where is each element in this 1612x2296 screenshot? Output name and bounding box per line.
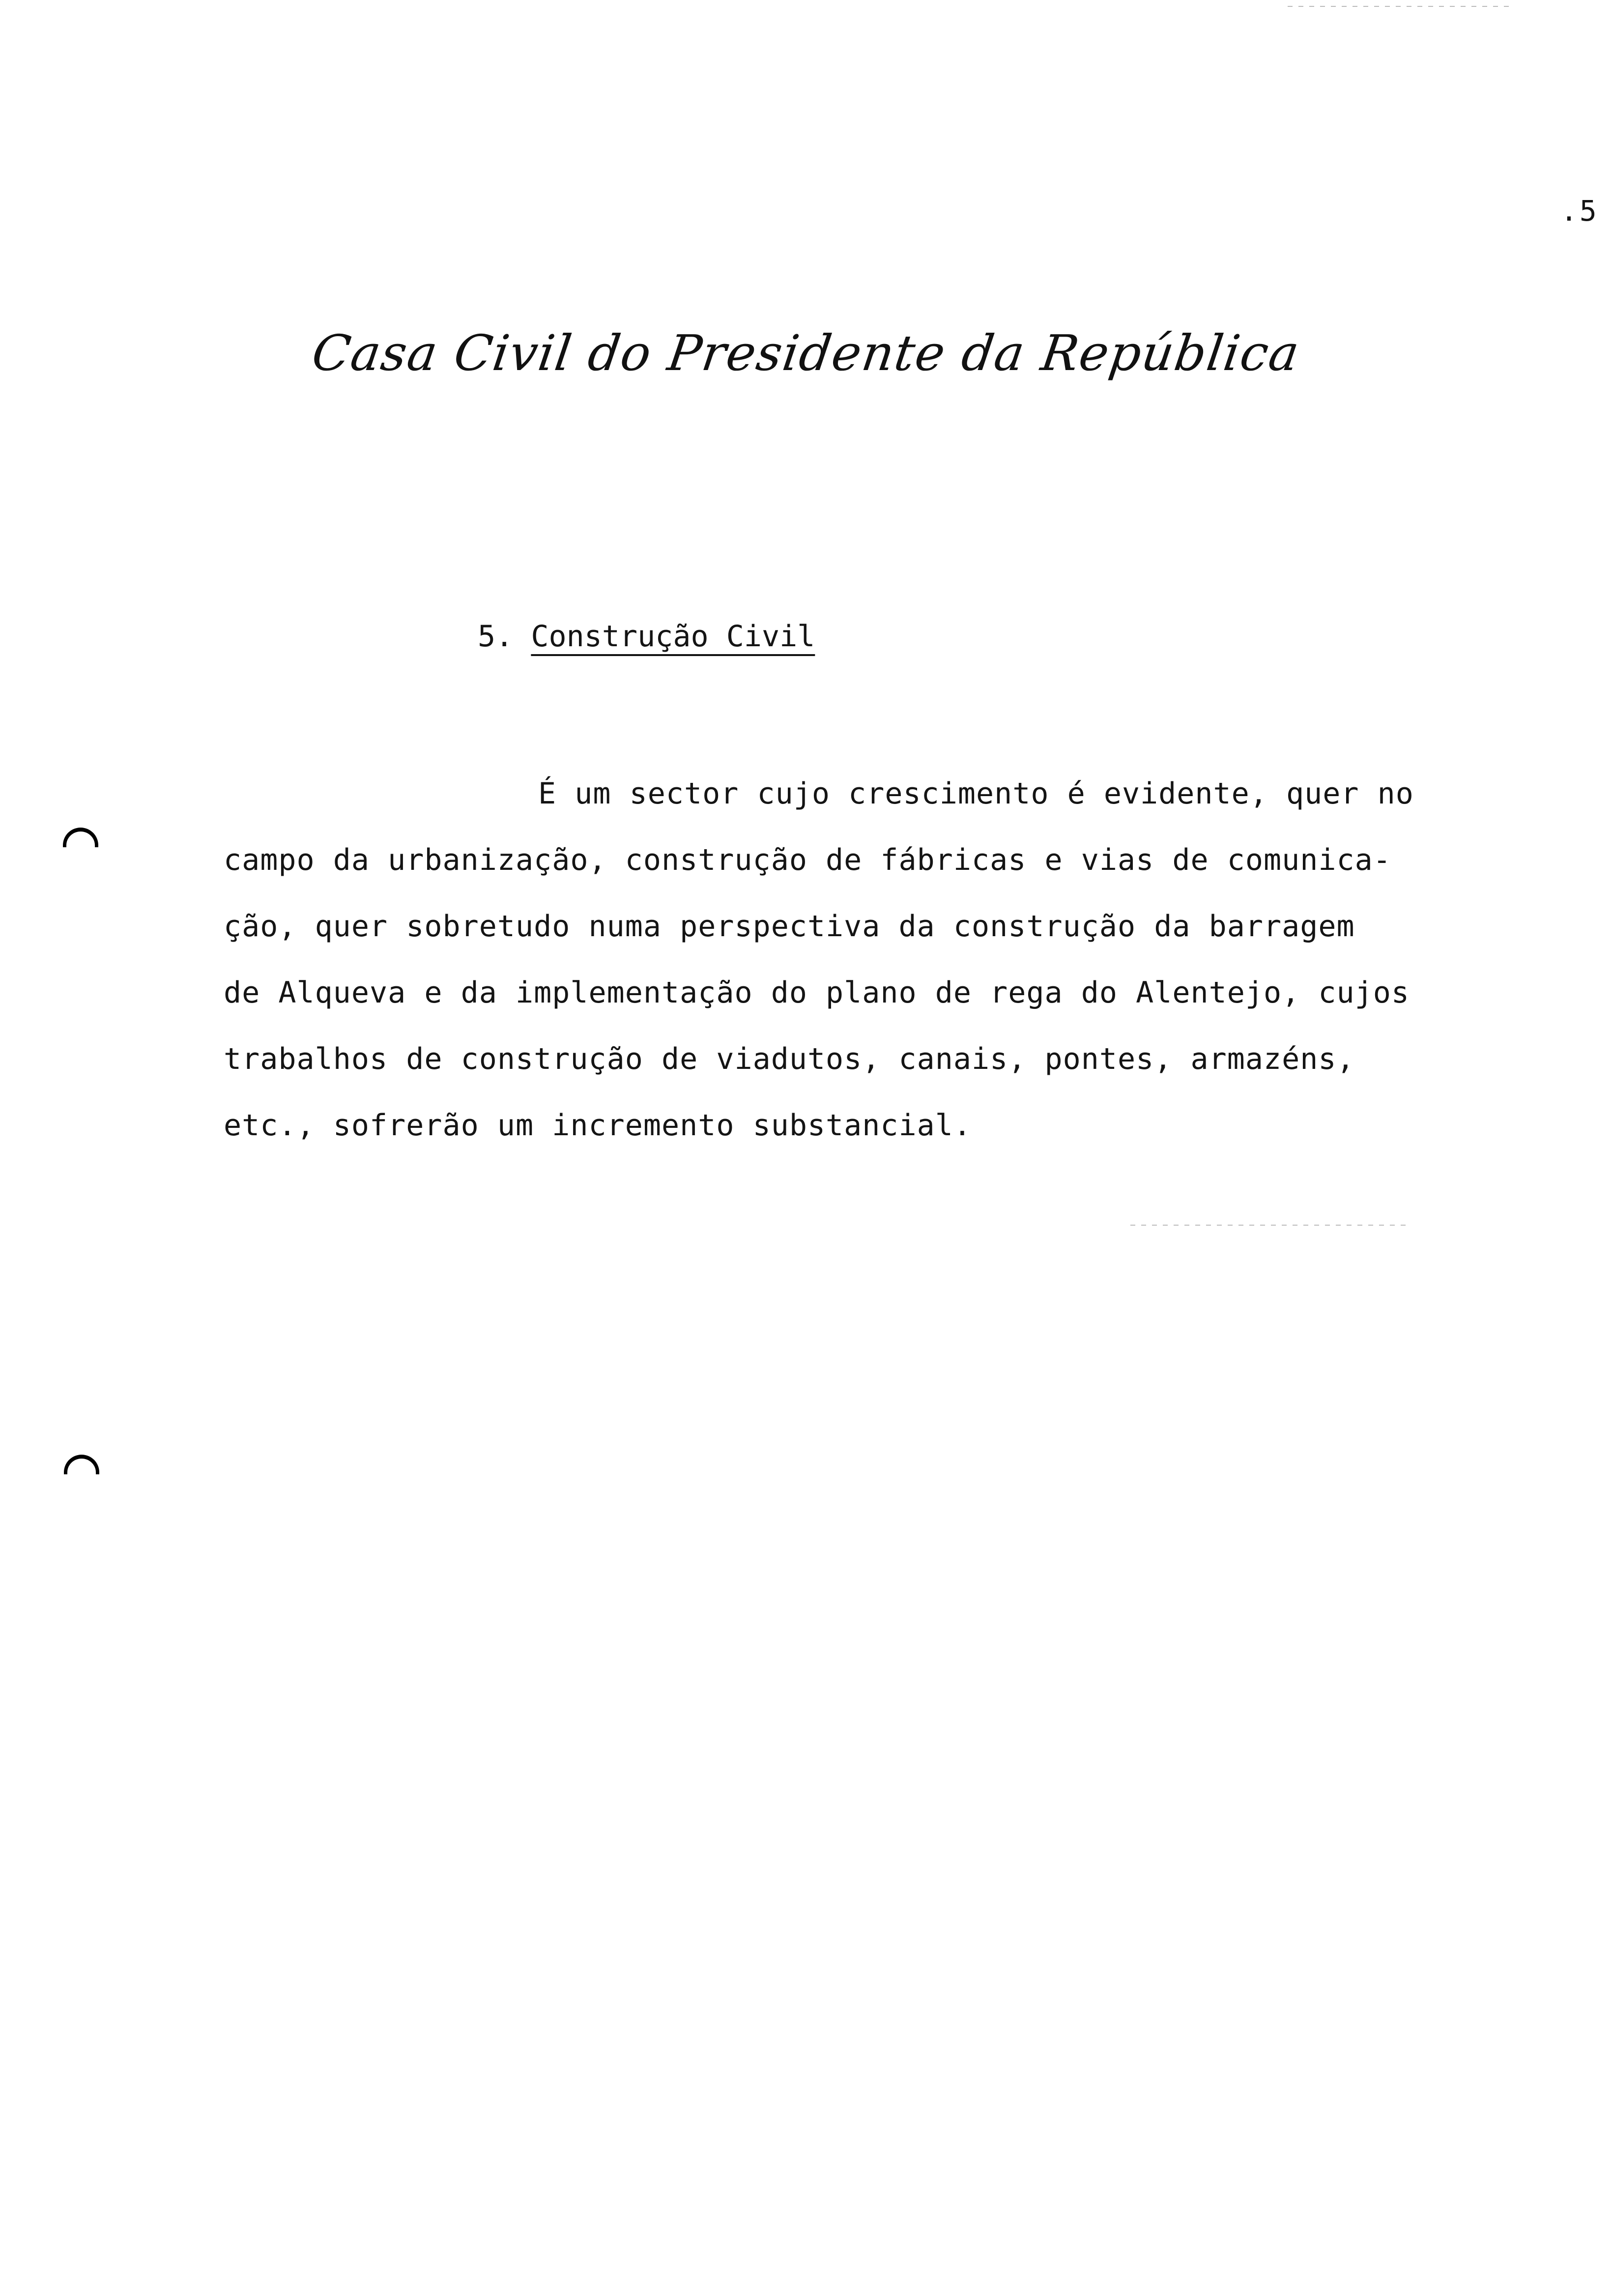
letterhead: Casa Civil do Presidente da República — [308, 324, 1304, 382]
punch-hole-mark — [64, 1455, 99, 1474]
scan-artifact — [1288, 6, 1514, 7]
body-paragraph — [224, 761, 1531, 1159]
paragraph-line: campo da urbanização, construção de fábricas e vias de comunica- — [224, 843, 1391, 877]
punch-hole-mark — [63, 828, 98, 847]
paragraph-line: etc., sofrerão um incremento substancial. — [224, 1108, 972, 1143]
page-number: .5 — [1560, 194, 1599, 228]
section-title: Construção Civil — [531, 619, 815, 654]
paragraph-line: É um sector cujo crescimento é evidente, quer no — [538, 776, 1414, 811]
section-number: 5. — [478, 619, 514, 654]
scan-artifact — [1130, 1225, 1406, 1226]
paragraph-line: de Alqueva e da implementação do plano de rega do Alentejo, cujos — [224, 976, 1410, 1010]
section-heading — [478, 619, 815, 654]
paragraph-line: ção, quer sobretudo numa perspectiva da construção da barragem — [224, 909, 1355, 944]
paragraph-line: trabalhos de construção de viadutos, canais, pontes, armazéns, — [224, 1042, 1355, 1076]
